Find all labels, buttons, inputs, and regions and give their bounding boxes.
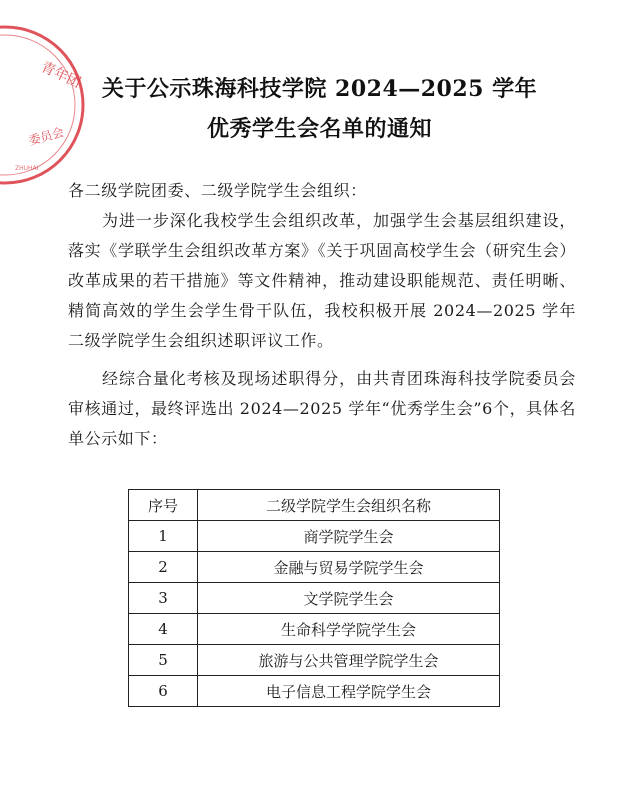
row-org-name: 旅游与公共管理学院学生会: [198, 645, 500, 676]
notice-title-line-1: 关于公示珠海科技学院 2024—2025 学年: [101, 76, 538, 102]
table-header-row: [129, 490, 500, 521]
table-row: [129, 645, 500, 676]
svg-text:ZHUHAI: ZHUHAI: [15, 165, 39, 172]
svg-text:青年团: 青年团: [38, 59, 84, 92]
svg-text:委员会: 委员会: [27, 125, 66, 148]
column-header-number: 序号: [129, 490, 198, 521]
table-row: [129, 583, 500, 614]
row-number: 2: [129, 552, 198, 583]
table-row: [129, 676, 500, 707]
row-number: 4: [129, 614, 198, 645]
table-row: [129, 552, 500, 583]
row-org-name: 生命科学学院学生会: [198, 614, 500, 645]
column-header-name: 二级学院学生会组织名称: [198, 490, 500, 521]
table-row: [129, 521, 500, 552]
row-number: 1: [129, 521, 198, 552]
official-seal-stamp: [0, 20, 90, 190]
notice-title-line-2: 优秀学生会名单的通知: [206, 116, 432, 142]
greeting-line: 各二级学院团委、二级学院学生会组织：: [68, 181, 367, 200]
excellent-student-union-table: [128, 489, 500, 707]
paragraph-1: 为进一步深化我校学生会组织改革，加强学生会基层组织建设，落实《学联学生会组织改革方案》《关于巩固高校学生会（研究生会）改革成果的若干措施》等文件精神，推动建设职能规范、责任明晰、精简高效的学生会学生骨干队伍，我校积极开展 2024—2025 学年二级学院学生会组织述职评议工作。: [68, 211, 576, 350]
table-row: [129, 614, 500, 645]
row-number: 3: [129, 583, 198, 614]
row-org-name: 商学院学生会: [198, 521, 500, 552]
row-number: 5: [129, 645, 198, 676]
row-org-name: 文学院学生会: [198, 583, 500, 614]
row-org-name: 电子信息工程学院学生会: [198, 676, 500, 707]
row-number: 6: [129, 676, 198, 707]
paragraph-2: 经综合量化考核及现场述职得分，由共青团珠海科技学院委员会审核通过，最终评选出 2024—2025 学年“优秀学生会”6个，具体名单公示如下：: [68, 369, 576, 448]
row-org-name: 金融与贸易学院学生会: [198, 552, 500, 583]
